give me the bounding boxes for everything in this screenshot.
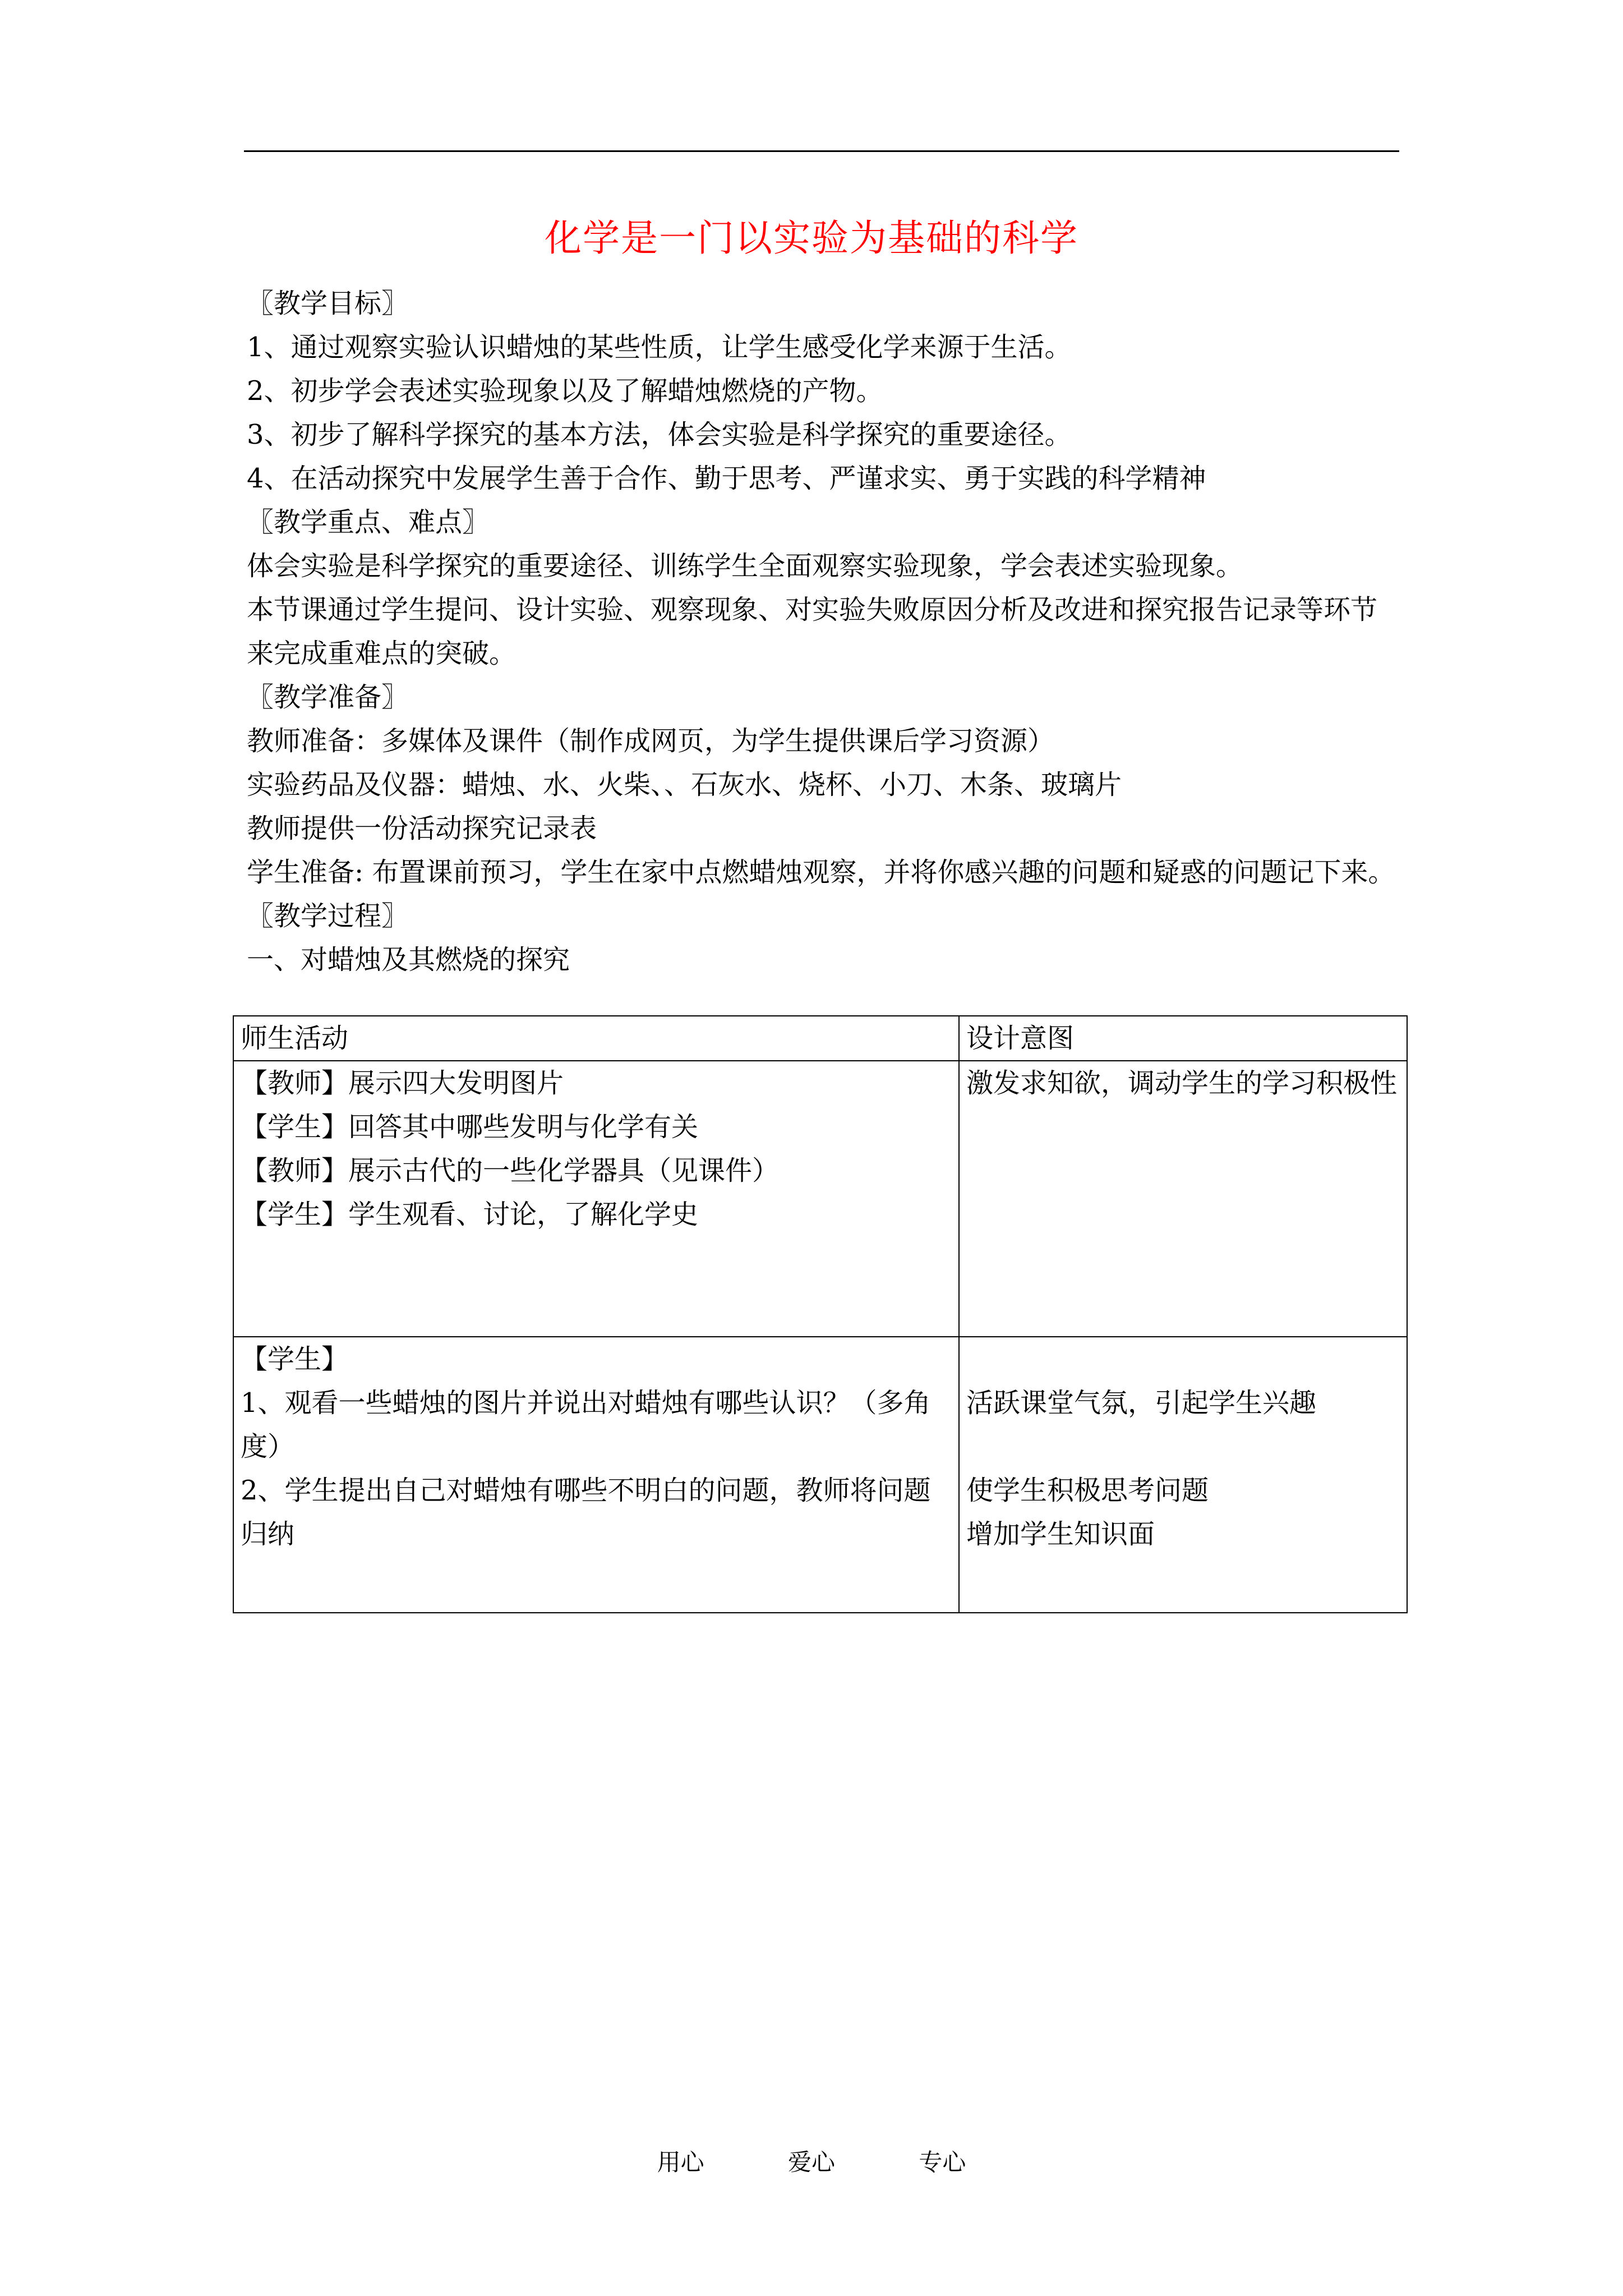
spacer <box>966 1425 1400 1469</box>
activity-line: 【学生】学生观看、讨论，了解化学史 <box>241 1199 699 1230</box>
activity-line: 2、学生提出自己对蜡烛有哪些不明白的问题，教师将问题归纳 <box>241 1475 931 1550</box>
goal-item: 1、通过观察实验认识蜡烛的某些性质，让学生感受化学来源于生活。 <box>247 332 1072 363</box>
focus-item: 本节课通过学生提问、设计实验、观察现象、对实验失败原因分析及改进和探究报告记录等环节来完成重难点的突破。 <box>247 594 1378 669</box>
prep-item: 教师准备：多媒体及课件（制作成网页，为学生提供课后学习资源） <box>247 725 1055 757</box>
goal-item: 4、在活动探究中发展学生善于合作、勤于思考、严谨求实、勇于实践的科学精神 <box>247 463 1206 494</box>
header-rule <box>244 150 1399 152</box>
prep-item: 实验药品及仪器：蜡烛、水、火柴、、石灰水、烧杯、小刀、木条、玻璃片 <box>247 769 1122 800</box>
goals-heading: 〖教学目标〗 <box>247 288 409 319</box>
page-footer <box>0 2146 1623 2179</box>
footer-word: 专心 <box>919 2148 966 2176</box>
intent-cell <box>959 1061 1407 1337</box>
intent-line: 活跃课堂气氛，引起学生兴趣 <box>966 1387 1317 1419</box>
process-subheading: 一、对蜡烛及其燃烧的探究 <box>247 944 570 976</box>
goal-item: 3、初步了解科学探究的基本方法，体会实验是科学探究的重要途径。 <box>247 419 1072 450</box>
process-heading: 〖教学过程〗 <box>247 900 409 932</box>
table-row <box>233 1337 1407 1613</box>
activity-line: 1、观看一些蜡烛的图片并说出对蜡烛有哪些认识？（多角度） <box>241 1387 931 1462</box>
table-row <box>233 1061 1407 1337</box>
page-title: 化学是一门以实验为基础的科学 <box>545 217 1078 260</box>
footer-word: 爱心 <box>787 2148 835 2176</box>
goal-item: 2、初步学会表述实验现象以及了解蜡烛燃烧的产物。 <box>247 375 883 407</box>
document-body <box>247 282 1402 982</box>
activity-line: 【教师】展示古代的一些化学器具（见课件） <box>241 1155 780 1186</box>
activity-line: 【学生】回答其中哪些发明与化学有关 <box>241 1111 699 1143</box>
activity-cell <box>233 1061 959 1337</box>
intent-line: 使学生积极思考问题 <box>966 1475 1209 1506</box>
focus-item: 体会实验是科学探究的重要途径、训练学生全面观察实验现象，学会表述实验现象。 <box>247 550 1243 582</box>
header-intent: 设计意图 <box>959 1016 1407 1061</box>
intent-cell <box>959 1337 1407 1613</box>
footer-word: 用心 <box>657 2148 704 2176</box>
intent-line: 激发求知欲，调动学生的学习积极性 <box>966 1068 1398 1099</box>
intent-line: 增加学生知识面 <box>966 1519 1155 1550</box>
activity-table <box>233 1015 1408 1613</box>
header-activity: 师生活动 <box>233 1016 959 1061</box>
focus-heading: 〖教学重点、难点〗 <box>247 507 490 538</box>
spacer <box>966 1337 1400 1381</box>
prep-item: 教师提供一份活动探究记录表 <box>247 813 597 844</box>
table-header-row <box>233 1016 1407 1061</box>
activity-line: 【学生】 <box>241 1343 349 1375</box>
activity-cell <box>233 1337 959 1613</box>
activity-line: 【教师】展示四大发明图片 <box>241 1068 564 1099</box>
prep-item: 学生准备: 布置课前预习，学生在家中点燃蜡烛观察，并将你感兴趣的问题和疑惑的问题记下来。 <box>247 857 1395 888</box>
prep-heading: 〖教学准备〗 <box>247 682 409 713</box>
